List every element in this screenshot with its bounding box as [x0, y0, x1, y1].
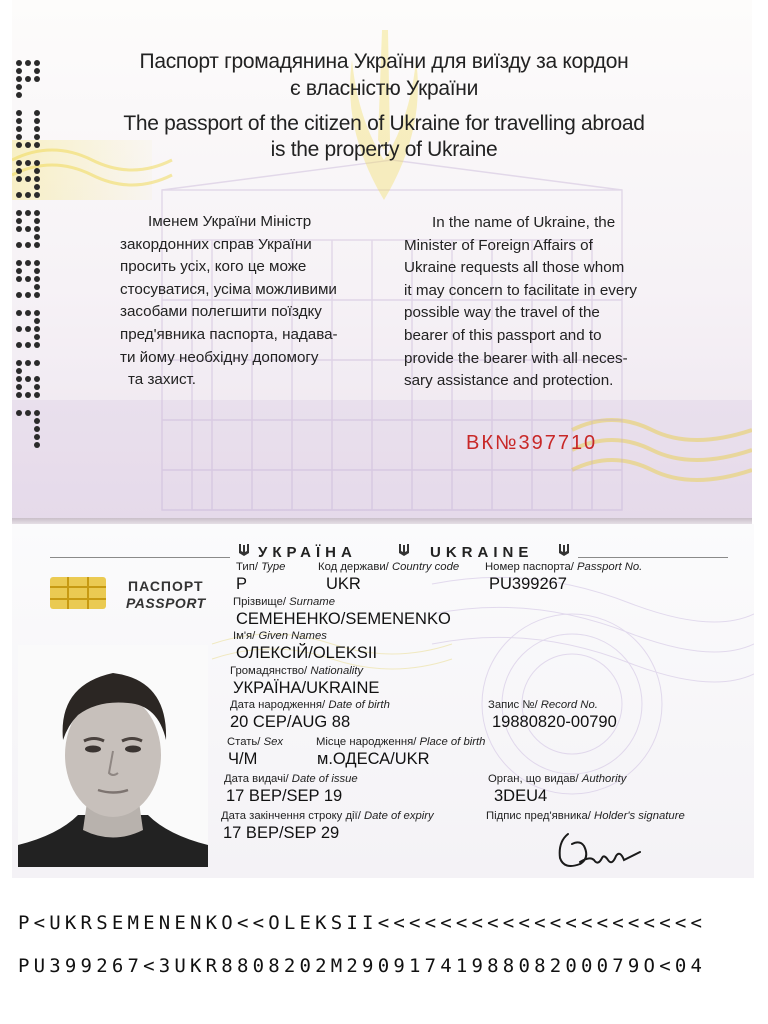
perforation-dot: [34, 268, 40, 274]
perforation-dot: [34, 176, 40, 182]
title-ukrainian-line-2: є власністю України: [289, 77, 479, 100]
holder-signature: [550, 822, 650, 874]
country-code-label-en: Country code: [391, 561, 460, 573]
holder-signature-label-en: Holder's signature: [594, 810, 685, 822]
perforation-dot: [34, 384, 40, 390]
perforation-dot: [34, 218, 40, 224]
request-en-line: Ukraine requests all those whom: [404, 259, 625, 277]
perforation-dot: [34, 342, 40, 348]
perforation-dot: [25, 210, 31, 216]
request-ua-line: засобами полегшити поїздку: [120, 303, 322, 321]
perforation-dot: [34, 210, 40, 216]
trident-icon: [398, 543, 410, 557]
perforation-dot: [25, 392, 31, 398]
surname-label-ua: Прізвище/: [233, 596, 286, 608]
request-en-line: possible way the travel of the: [404, 304, 600, 322]
country-name-english: UKRAINE: [430, 544, 534, 561]
request-text-english: [404, 212, 644, 393]
title-english-line-2: is the property of Ukraine: [270, 138, 498, 161]
title-english-line-1: The passport of the citizen of Ukraine for travelling abroad: [123, 112, 645, 135]
perforation-dot: [34, 242, 40, 248]
request-ua-line: просить усіх, кого це може: [120, 258, 307, 276]
date-of-expiry-label: [221, 810, 434, 822]
date-of-expiry-value: 17 ВЕР/SEP 29: [223, 824, 340, 842]
authority-label-ua: Орган, що видав/: [488, 773, 579, 785]
perforation-dot: [34, 234, 40, 240]
perforation-dot: [16, 260, 22, 266]
perforation-dot: [25, 176, 31, 182]
perforation-dot: [16, 342, 22, 348]
perforation-dot: [16, 242, 22, 248]
request-ua-line: Іменем України Міністр: [148, 213, 312, 230]
country-code-value: UKR: [326, 575, 361, 593]
perforation-dot: [25, 376, 31, 382]
perforation-dot: [25, 260, 31, 266]
authority-label-en: Authority: [581, 773, 627, 785]
perforation-dot: [34, 318, 40, 324]
place-of-birth-label: [316, 736, 485, 748]
request-en-line: In the name of Ukraine, the: [432, 214, 616, 231]
perforation-dot: [16, 176, 22, 182]
place-of-birth-label-en: Place of birth: [419, 736, 486, 748]
country-name-ukrainian: УКРАЇНА: [258, 544, 357, 561]
perforation-dot: [34, 184, 40, 190]
blank-serial-number: ВК№397710: [466, 432, 598, 454]
surname-label-en: Surname: [289, 596, 335, 608]
given-names-label: [233, 630, 327, 642]
nationality-label-ua: Громадянство/: [230, 665, 308, 677]
machine-readable-zone: [0, 878, 768, 1024]
title-ukrainian-line-1: Паспорт громадянина України для виїзду за кордон: [139, 50, 629, 73]
request-ua-line: пред'явника паспорта, надава-: [120, 325, 338, 343]
request-en-line: sary assistance and protection.: [404, 372, 614, 390]
perforation-dot: [25, 226, 31, 232]
perforation-dot: [25, 292, 31, 298]
perforation-dot: [34, 392, 40, 398]
perforation-dot: [25, 276, 31, 282]
perforation-dot: [16, 226, 22, 232]
type-label: [236, 561, 285, 573]
perforation-dot: [34, 434, 40, 440]
perforation-dot: [16, 384, 22, 390]
record-number-label: [488, 699, 598, 711]
perforation-dot: [25, 192, 31, 198]
given-names-value: ОЛЕКСІЙ/OLEKSII: [236, 644, 378, 662]
date-of-expiry-label-ua: Дата закінчення строку дії/: [221, 810, 361, 822]
request-en-line: bearer of this passport and to: [404, 326, 602, 344]
date-of-issue-label: [224, 773, 358, 785]
request-ua-line: та захист.: [128, 371, 197, 389]
nationality-label: [230, 665, 363, 677]
date-of-expiry-label-en: Date of expiry: [363, 810, 434, 822]
sex-label-en: Sex: [263, 736, 284, 748]
perforation-dot: [25, 242, 31, 248]
perforation-dot: [25, 410, 31, 416]
perforation-dot: [16, 392, 22, 398]
surname-label: [233, 596, 335, 608]
perforation-dot: [34, 276, 40, 282]
type-label-ua: Тип/: [236, 561, 258, 573]
passport-number-value: PU399267: [489, 575, 567, 593]
perforation-dot: [34, 418, 40, 424]
perforation-dot: [34, 410, 40, 416]
request-text-ukrainian: [120, 211, 362, 392]
passport-number-label: [485, 561, 642, 573]
date-of-birth-label-en: Date of birth: [328, 699, 390, 711]
perforation-dot: [34, 226, 40, 232]
given-names-label-en: Given Names: [258, 630, 327, 642]
date-of-issue-label-ua: Дата видачі/: [224, 773, 289, 785]
record-number-label-en: Record No.: [540, 699, 598, 711]
perforation-dot: [25, 342, 31, 348]
type-label-en: Type: [261, 561, 286, 573]
request-en-line: provide the bearer with all neces-: [404, 349, 628, 367]
nationality-value: УКРАЇНА/UKRAINE: [233, 679, 380, 697]
holder-signature-label: [486, 810, 685, 822]
perforation-dot: [34, 360, 40, 366]
perforation-dot: [16, 292, 22, 298]
perforation-dot: [34, 334, 40, 340]
sex-value: Ч/М: [228, 750, 258, 768]
sex-label-ua: Стать/: [227, 736, 261, 748]
perforation-dot: [34, 284, 40, 290]
perforation-dot: [16, 376, 22, 382]
perforation-dot: [25, 326, 31, 332]
perforation-dot: [25, 360, 31, 366]
holder-signature-label-ua: Підпис пред'явника/: [486, 810, 591, 822]
perforation-dot: [25, 310, 31, 316]
trident-icon: [238, 543, 250, 557]
perforation-dot: [16, 276, 22, 282]
country-code-label-ua: Код держави/: [318, 561, 389, 573]
date-of-birth-value: 20 СЕР/AUG 88: [230, 713, 351, 731]
nationality-label-en: Nationality: [310, 665, 364, 677]
sex-label: [227, 736, 283, 748]
perforation-dot: [16, 360, 22, 366]
perforation-dot: [16, 210, 22, 216]
authority-value: 3DEU4: [494, 787, 548, 805]
record-number-value: 19880820-00790: [492, 713, 617, 731]
perforation-dot: [34, 326, 40, 332]
perforation-dot: [16, 410, 22, 416]
document-label-ukrainian: ПАСПОРТ: [128, 578, 204, 594]
type-value: P: [236, 575, 248, 593]
passport-number-label-en: Passport No.: [577, 561, 643, 573]
date-of-birth-label: [230, 699, 390, 711]
passport-number-label-ua: Номер паспорта/: [485, 561, 574, 573]
place-of-birth-value: м.ОДЕСА/UKR: [317, 750, 430, 768]
perforation-dot: [34, 168, 40, 174]
given-names-label-ua: Ім'я/: [233, 630, 256, 642]
header-rule-left: [50, 557, 230, 558]
header-rule-right: [578, 557, 728, 558]
date-of-birth-label-ua: Дата народження/: [230, 699, 326, 711]
perforation-dot: [16, 310, 22, 316]
perforation-dot: [16, 218, 22, 224]
mrz-line-1: P<UKRSEMENENKO<<OLEKSII<<<<<<<<<<<<<<<<<<<<<: [18, 912, 707, 934]
perforation-dot: [34, 292, 40, 298]
trident-icon: [558, 543, 570, 557]
country-code-label: [318, 561, 459, 573]
authority-label: [488, 773, 626, 785]
perforation-dot: [34, 442, 40, 448]
perforation-dot: [34, 376, 40, 382]
biometric-chip-icon: [50, 577, 106, 609]
record-number-label-ua: Запис №/: [488, 699, 538, 711]
place-of-birth-label-ua: Місце народження/: [316, 736, 417, 748]
mrz-line-2: PU399267<3UKR8808202M2909174198808200079O<04: [18, 955, 707, 977]
perforation-dot: [34, 260, 40, 266]
request-en-line: it may concern to facilitate in every: [404, 281, 637, 299]
document-label-english: PASSPORT: [126, 595, 206, 611]
request-ua-line: закордонних справ України: [120, 235, 312, 253]
holder-photo: [18, 645, 208, 867]
date-of-issue-value: 17 ВЕР/SEP 19: [226, 787, 343, 805]
request-ua-line: стосуватися, усіма можливими: [120, 280, 337, 298]
perforation-dot: [34, 310, 40, 316]
perforation-dot: [16, 168, 22, 174]
date-of-issue-label-en: Date of issue: [291, 773, 358, 785]
perforation-dot: [34, 426, 40, 432]
request-en-line: Minister of Foreign Affairs of: [404, 236, 593, 254]
perforation-dot: [16, 192, 22, 198]
perforation-dot: [16, 268, 22, 274]
perforation-dot: [16, 326, 22, 332]
perforation-dot: [34, 192, 40, 198]
surname-value: СЕМЕНЕНКО/SEMENENKO: [236, 610, 451, 628]
request-ua-line: ти йому необхідну допомогу: [120, 348, 319, 366]
perforation-dot: [16, 368, 22, 374]
